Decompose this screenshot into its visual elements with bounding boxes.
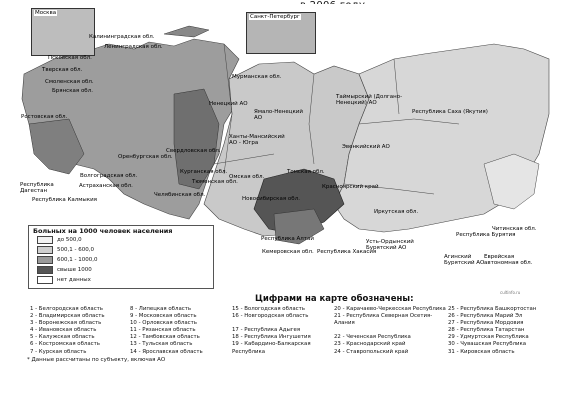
- region-label: Таймырский (Долгано-Ненецкий) АО: [336, 94, 403, 106]
- list-item: 21 - Республика Северная Осетия-Алания: [334, 313, 433, 327]
- list-item: 5 - Калужская область: [30, 334, 95, 341]
- list-item: 6 - Костромская область: [30, 341, 100, 348]
- region-label: Мурманская обл.: [232, 74, 282, 80]
- list-item: 29 - Удмуртская Республика: [448, 334, 529, 341]
- region-label: Псковская обл.: [48, 55, 92, 61]
- list-item: 8 - Липецкая область: [130, 306, 192, 312]
- footnote: * Данные рассчитаны по субъекту, включая АО: [27, 357, 166, 363]
- list-column: [448, 306, 558, 356]
- spb-inset-label: Санкт-Петербург: [250, 14, 300, 20]
- region-label: Республика Хакасия: [317, 249, 377, 255]
- region-label: Курганская обл.: [180, 169, 228, 175]
- region-label: Усть-Ордынский Бурятский АО: [366, 239, 414, 251]
- region-label: Республика Калмыкия: [32, 197, 97, 203]
- list-item: 31 - Кировская область: [448, 348, 515, 355]
- region-label: Ямало-Ненецкий АО: [254, 109, 303, 121]
- list-item: 28 - Республика Татарстан: [448, 327, 525, 334]
- list-column: [130, 306, 230, 356]
- spb-inset: [246, 12, 316, 54]
- region-label: Свердловская обл.: [166, 148, 221, 154]
- region-label: Брянская обл.: [52, 88, 93, 94]
- legend-row: [37, 256, 97, 264]
- region-label: Красноярский край: [322, 184, 379, 190]
- legend-label: 500,1 - 600,0: [57, 247, 94, 253]
- list-item: 12 - Тамбовская область: [130, 334, 200, 341]
- region-label: Омская обл.: [229, 174, 265, 180]
- legend-label: до 500,0: [57, 237, 82, 243]
- region-label: Ростовская обл.: [21, 114, 68, 120]
- legend-swatch: [37, 246, 53, 254]
- region-label: Томская обл.: [287, 169, 325, 175]
- legend-row: [37, 276, 91, 284]
- region-label: Тюменская обл.: [192, 179, 238, 185]
- list-item: 1 - Белгородская область: [30, 306, 103, 312]
- region-label: Калининградская обл.: [89, 34, 155, 40]
- region-label: Челябинская обл.: [154, 192, 206, 198]
- region-label: Ленинградская обл.: [104, 44, 163, 50]
- numbers-title: Цифрами на карте обозначены:: [255, 294, 414, 304]
- list-item: 18 - Республика Ингушетия: [232, 334, 311, 341]
- region-label: Оренбургская обл.: [118, 154, 173, 160]
- list-item: 15 - Вологодская область: [232, 306, 305, 312]
- region-label: Республика Бурятия: [456, 232, 516, 238]
- list-item: 30 - Чувашская Республика: [448, 341, 527, 348]
- list-item: 2 - Владимирская область: [30, 313, 105, 320]
- region-label: Читинская обл.: [492, 226, 537, 232]
- legend-row: [37, 266, 92, 274]
- region-label: Ненецкий АО: [209, 101, 248, 107]
- list-item: 4 - Ивановская область: [30, 327, 97, 334]
- moscow-inset-label: Москва: [35, 10, 57, 16]
- list-item: 20 - Карачаево-Черкесская Республика: [334, 306, 446, 312]
- region-label: Смоленская обл.: [45, 79, 94, 85]
- region-label: Тверская обл.: [42, 67, 83, 73]
- list-item: 19 - Кабардино-Балкарская Республика: [232, 341, 311, 355]
- legend-label: нет данных: [57, 277, 91, 283]
- list-item: 16 - Новгородская область: [232, 313, 309, 320]
- list-item: 14 - Ярославская область: [130, 348, 203, 355]
- list-item: [334, 327, 446, 334]
- legend-label: 600,1 - 1000,0: [57, 257, 98, 263]
- list-item: 9 - Московская область: [130, 313, 197, 320]
- list-item: 10 - Орловская область: [130, 320, 197, 327]
- region-label: Новосибирская обл.: [242, 196, 300, 202]
- legend-swatch: [37, 266, 53, 274]
- region-label: Еврейская автономная обл.: [484, 254, 533, 266]
- list-column: [334, 306, 446, 356]
- list-column: [232, 306, 332, 356]
- region-label: Волгоградская обл.: [80, 173, 138, 179]
- region-label: Ханты-Мансийский АО - Югра: [229, 134, 285, 146]
- list-column: [30, 306, 128, 356]
- legend-label: свыше 1000: [57, 267, 92, 273]
- list-item: 27 - Республика Мордовия: [448, 320, 524, 327]
- list-item: 24 - Ставропольский край: [334, 348, 409, 355]
- legend-row: [37, 246, 94, 254]
- moscow-inset: [31, 8, 95, 56]
- legend-title: Больных на 1000 человек населения: [33, 227, 173, 235]
- region-label: Астраханская обл.: [79, 183, 133, 189]
- list-item: 17 - Республика Адыгея: [232, 327, 301, 334]
- map-source: cultinfo.ru: [500, 290, 521, 295]
- region-label: Агинский Бурятский АО: [444, 254, 485, 266]
- region-label: Эвенкийский АО: [342, 144, 390, 150]
- region-label: Кемеровская обл.: [262, 249, 314, 255]
- legend-swatch: [37, 276, 53, 284]
- region-label: Республика Алтай: [261, 236, 314, 242]
- list-item: 11 - Рязанская область: [130, 327, 196, 334]
- list-item: 3 - Воронежская область: [30, 320, 102, 327]
- legend: [28, 225, 214, 289]
- region-label: Иркутская обл.: [374, 209, 419, 215]
- list-item: 22 - Чеченская Республика: [334, 334, 411, 341]
- list-item: [232, 320, 332, 327]
- list-item: 23 - Краснодарский край: [334, 341, 406, 348]
- legend-swatch: [37, 256, 53, 264]
- list-item: 25 - Республика Башкортостан: [448, 306, 537, 312]
- list-item: 13 - Тульская область: [130, 341, 193, 348]
- legend-row: [37, 236, 82, 244]
- list-item: 7 - Курская область: [30, 348, 87, 355]
- region-label: Республика Саха (Якутия): [412, 109, 488, 115]
- list-item: 26 - Республика Марий Эл: [448, 313, 523, 320]
- legend-swatch: [37, 236, 53, 244]
- region-label: Республика Дагестан: [20, 182, 54, 194]
